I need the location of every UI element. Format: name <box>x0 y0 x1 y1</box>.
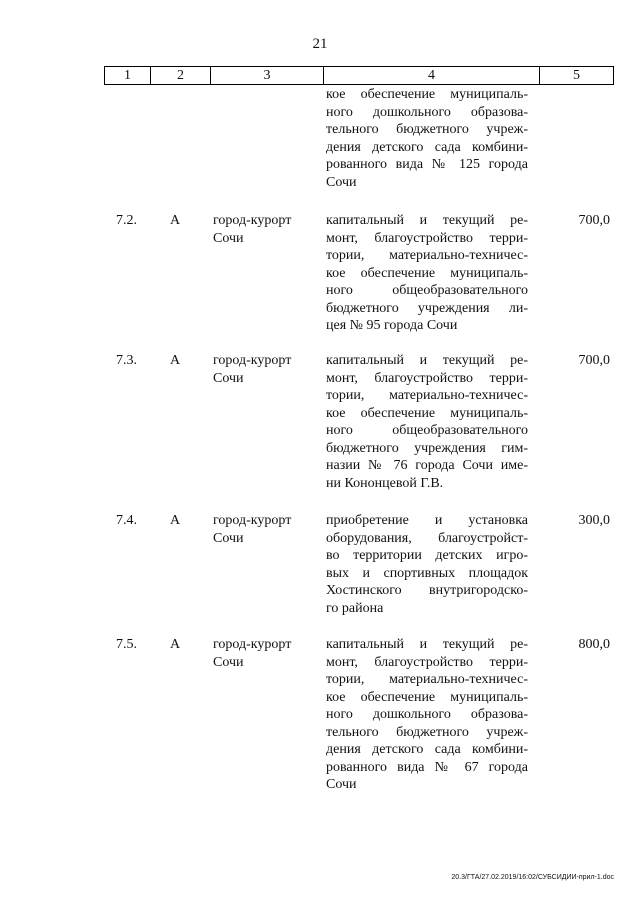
column-header-row <box>104 66 614 85</box>
description-line: рованного вида № 67 города <box>326 759 528 775</box>
description-line: Сочи <box>326 174 357 190</box>
description-line: дения детского сада комбини- <box>326 742 528 757</box>
entry-category: А <box>170 213 181 228</box>
entry-amount: 700,0 <box>578 213 610 228</box>
description-line: тории, материально-техничес- <box>326 248 528 263</box>
description-line: ного дошкольного образова- <box>326 707 528 722</box>
description-line: го района <box>326 600 384 616</box>
description-line: монт, благоустройство терри- <box>326 230 528 246</box>
description-line: кое обеспечение муниципаль- <box>326 405 528 421</box>
description-line: тории, материально-техничес- <box>326 388 528 403</box>
description-line: капитальный и текущий ре- <box>326 213 528 228</box>
place-line: город-курорт <box>213 213 292 228</box>
description-line: капитальный и текущий ре- <box>326 637 528 652</box>
entry-category: А <box>170 513 181 528</box>
description-line: монт, благоустройство терри- <box>326 654 528 670</box>
description-line: бюджетного учреждения ли- <box>326 300 528 316</box>
entry-place <box>213 636 313 671</box>
column-header-4: 4 <box>324 67 540 84</box>
description-line: монт, благоустройство терри- <box>326 370 528 386</box>
place-line: город-курорт <box>213 353 292 368</box>
entry-number: 7.4. <box>116 513 137 528</box>
column-header-5: 5 <box>573 68 580 83</box>
description-line: назии № 76 города Сочи име- <box>326 458 528 473</box>
place-line: Сочи <box>213 230 244 246</box>
entry-amount: 300,0 <box>578 513 610 528</box>
entry-amount: 800,0 <box>578 637 610 652</box>
entry-number: 7.2. <box>116 213 137 228</box>
column-header-2: 2 <box>151 67 211 84</box>
place-line: город-курорт <box>213 637 292 652</box>
description-line: вых и спортивных площадок <box>326 565 528 581</box>
description-line: ного общеобразовательного <box>326 283 528 298</box>
entry-place <box>213 512 313 547</box>
column-header-1: 1 <box>105 67 151 84</box>
entry-description <box>326 86 528 191</box>
entry-description <box>326 512 528 617</box>
description-line: Сочи <box>326 777 357 792</box>
description-line: оборудования, благоустройст- <box>326 530 528 546</box>
entry-description <box>326 212 528 335</box>
entry-number: 7.3. <box>116 353 137 368</box>
description-line: кое обеспечение муниципаль- <box>326 265 528 281</box>
description-line: тельного бюджетного учреж- <box>326 724 528 740</box>
entry-category: А <box>170 353 181 368</box>
description-line: приобретение и установка <box>326 513 528 528</box>
description-line: во территории детских игро- <box>326 548 528 563</box>
description-line: тории, материально-техничес- <box>326 672 528 687</box>
description-line: бюджетного учреждения гим- <box>326 440 528 456</box>
description-line: капитальный и текущий ре- <box>326 353 528 368</box>
place-line: Сочи <box>213 370 244 386</box>
entry-amount: 700,0 <box>578 353 610 368</box>
description-line: цея № 95 города Сочи <box>326 318 458 333</box>
description-line: кое обеспечение муниципаль- <box>326 689 528 705</box>
description-line: ного общеобразовательного <box>326 423 528 438</box>
place-line: город-курорт <box>213 513 292 528</box>
entry-place <box>213 212 313 247</box>
description-line: тельного бюджетного учреж- <box>326 122 528 137</box>
place-line: Сочи <box>213 530 244 546</box>
entry-description <box>326 636 528 794</box>
entry-place <box>213 352 313 387</box>
column-header-3: 3 <box>211 67 324 84</box>
description-line: ни Кононцевой Г.В. <box>326 475 444 491</box>
description-line: дения детского сада комбини- <box>326 139 528 155</box>
entry-category: А <box>170 637 181 652</box>
description-line: рованного вида № 125 города <box>326 157 528 172</box>
entry-description <box>326 352 528 492</box>
document-footer: 20.3/ГТА/27.02.2019/16:02/СУБСИДИИ-прил-1.doc <box>451 874 614 881</box>
description-line: кое обеспечение муниципаль- <box>326 87 528 102</box>
description-line: Хостинского внутригородско- <box>326 583 528 598</box>
place-line: Сочи <box>213 654 244 670</box>
entry-number: 7.5. <box>116 637 137 652</box>
page-number: 21 <box>312 36 328 52</box>
description-line: ного дошкольного образова- <box>326 104 528 120</box>
